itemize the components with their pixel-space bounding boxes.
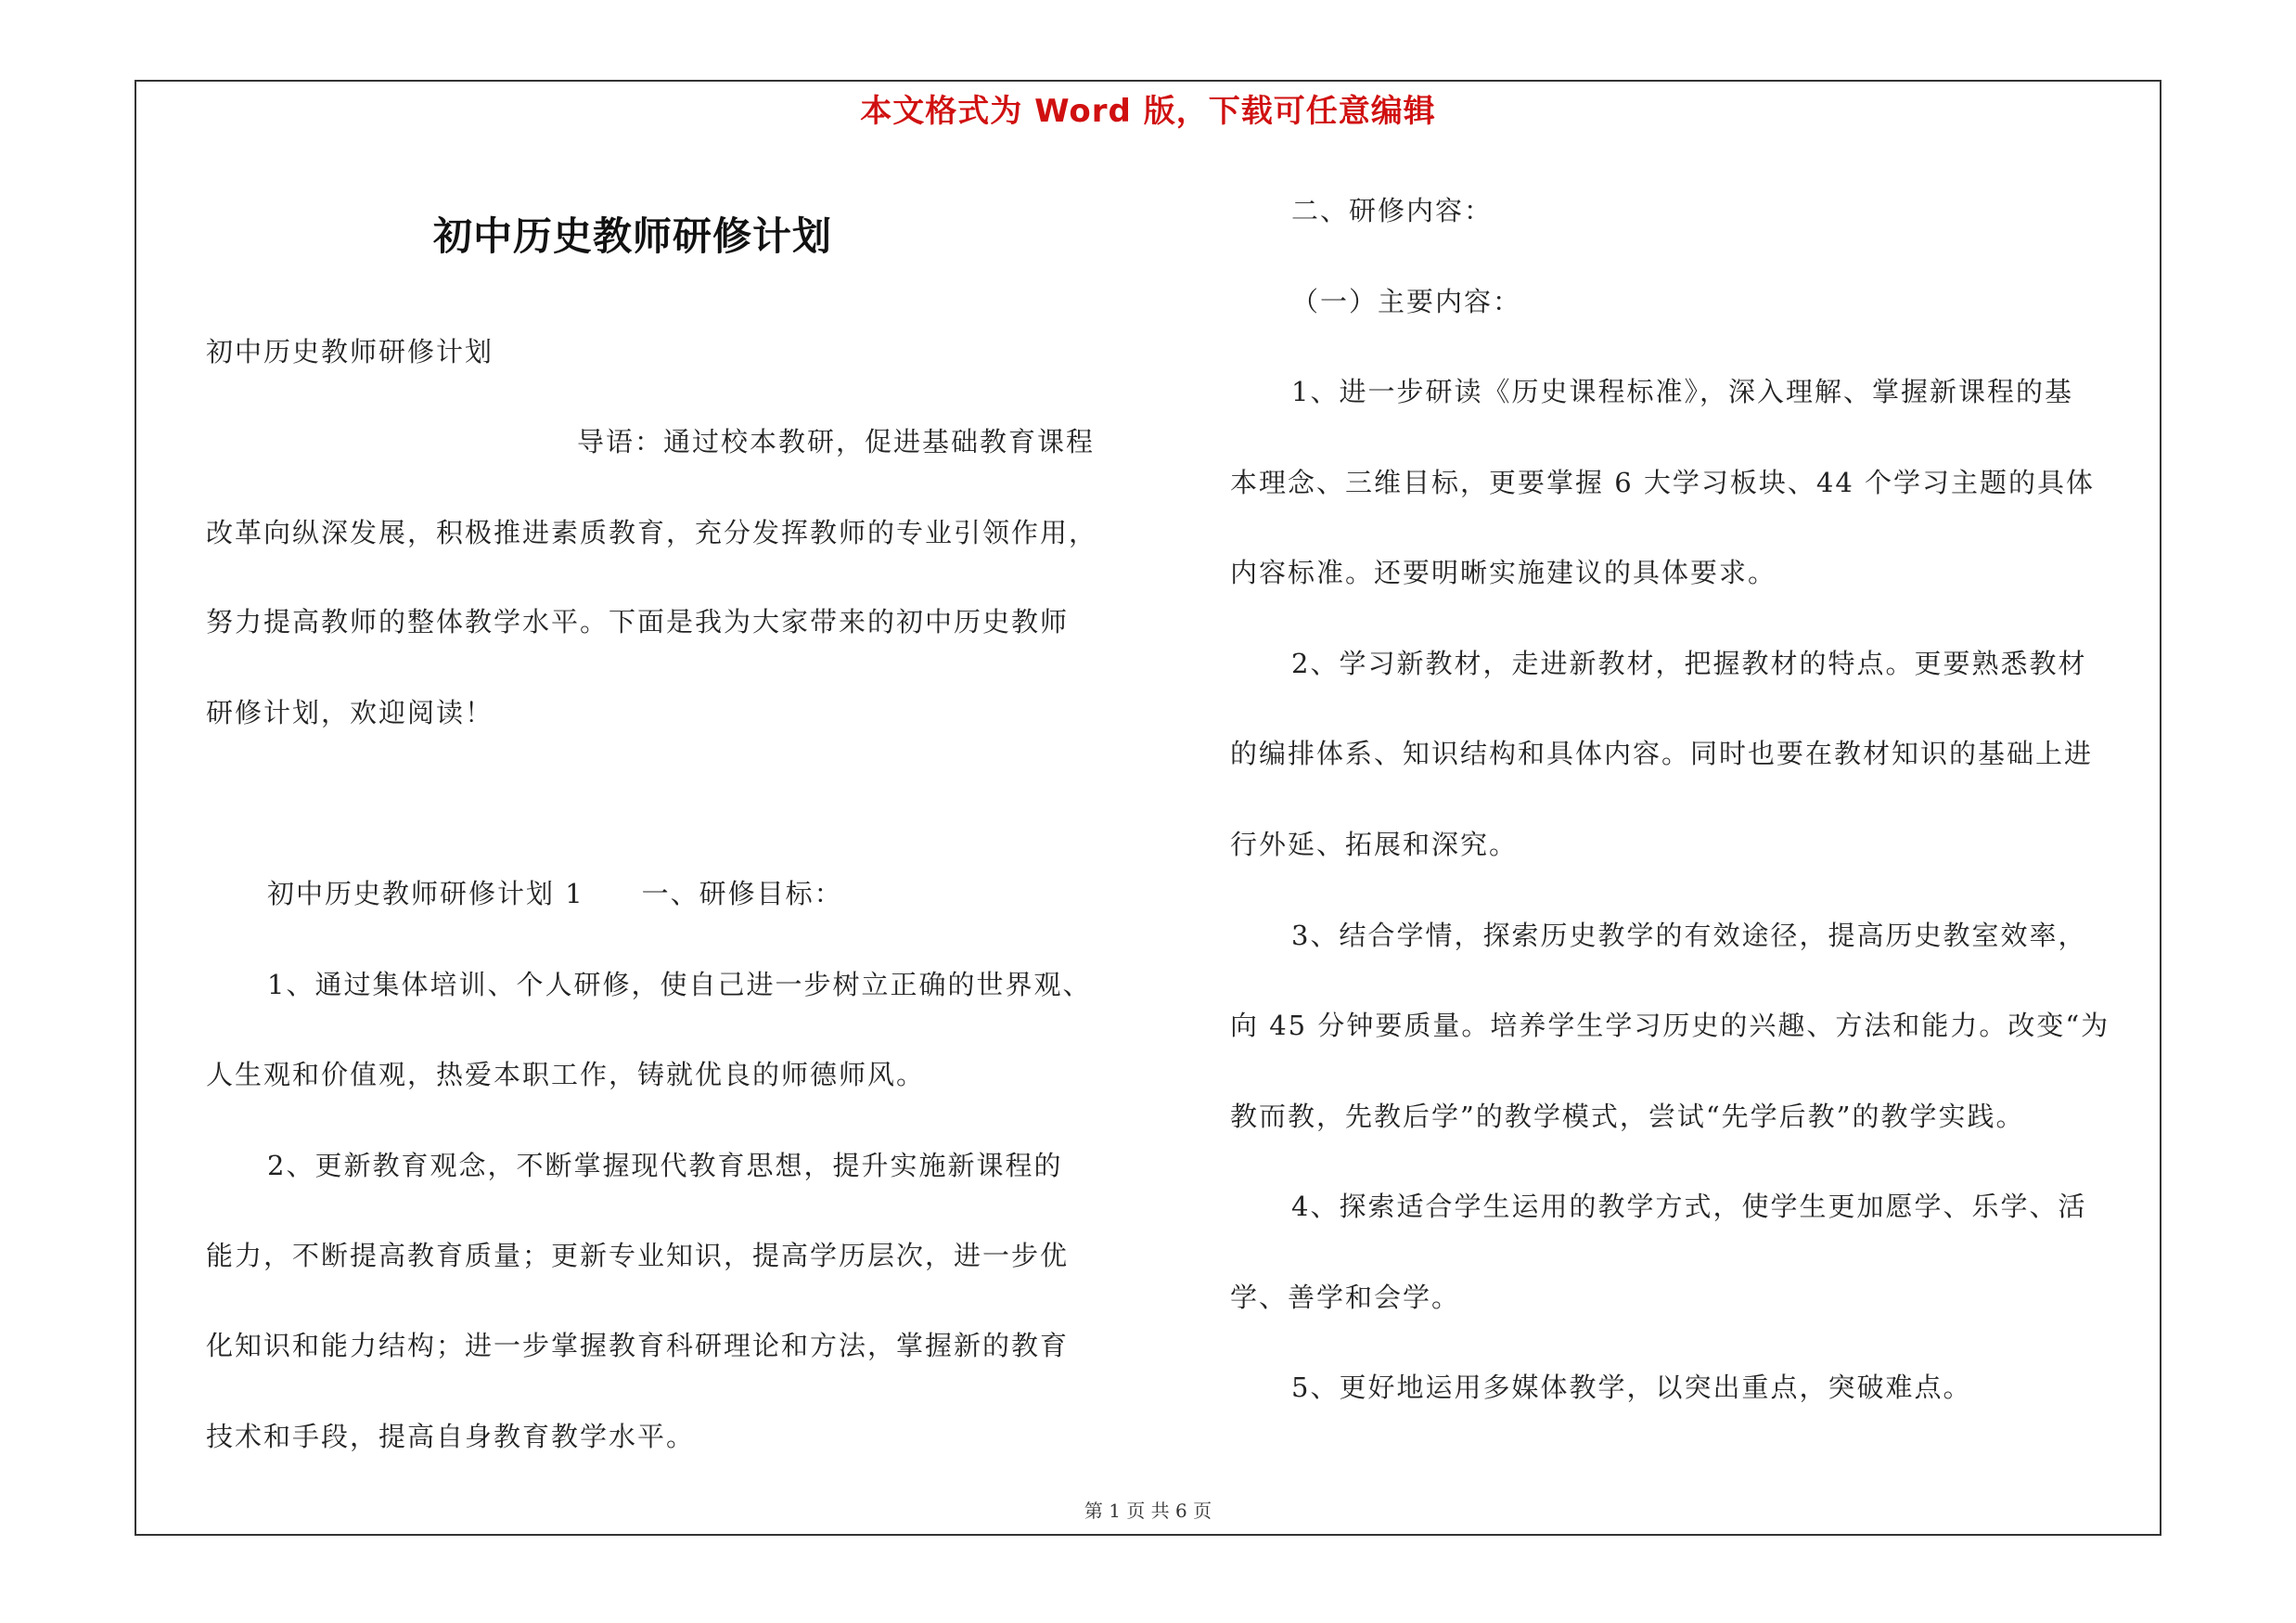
right-line: 5、更好地运用多媒体教学，以突出重点，突破难点。 [1291, 1372, 1972, 1403]
page-frame [135, 80, 2161, 1536]
document-title: 初中历史教师研修计划 [432, 213, 832, 259]
right-line: 的编排体系、知识结构和具体内容。同时也要在教材知识的基础上进 [1230, 738, 2094, 769]
right-line: 内容标准。还要明晰实施建议的具体要求。 [1230, 557, 1777, 588]
right-line: 教而教，先教后学”的教学模式，尝试“先学后教”的教学实践。 [1230, 1101, 2025, 1132]
left-line: 改革向纵深发展，积极推进素质教育，充分发挥教师的专业引领作用， [206, 517, 1098, 548]
left-line: 化知识和能力结构；进一步掌握教育科研理论和方法，掌握新的教育 [206, 1330, 1070, 1361]
right-line-subheading: （一）主要内容： [1291, 286, 1522, 317]
left-line: 人生观和价值观，热爱本职工作，铸就优良的师德师风。 [206, 1059, 926, 1090]
right-line: 1、进一步研读《历史课程标准》，深入理解、掌握新课程的基 [1291, 376, 2073, 407]
left-line: 研修计划，欢迎阅读！ [206, 697, 494, 728]
left-line: 2、更新教育观念，不断掌握现代教育思想，提升实施新课程的 [267, 1150, 1063, 1181]
format-banner: 本文格式为 Word 版，下载可任意编辑 [860, 93, 1436, 130]
right-line: 4、探索适合学生运用的教学方式，使学生更加愿学、乐学、活 [1291, 1191, 2087, 1222]
right-line: 向 45 分钟要质量。培养学生学习历史的兴趣、方法和能力。改变“为 [1230, 1010, 2110, 1041]
left-line: 1、通过集体培训、个人研修，使自己进一步树立正确的世界观、 [267, 969, 1092, 1000]
left-line: 技术和手段，提高自身教育教学水平。 [206, 1421, 696, 1452]
page-number-footer: 第 1 页 共 6 页 [1084, 1500, 1212, 1522]
right-line: 学、善学和会学。 [1230, 1282, 1461, 1313]
right-line: 3、结合学情，探索历史教学的有效途径，提高历史教室效率， [1291, 920, 2087, 951]
left-line-section-heading: 初中历史教师研修计划 1 一、研修目标： [267, 878, 843, 909]
left-line-subtitle: 初中历史教师研修计划 [206, 336, 494, 367]
right-line: 行外延、拓展和深究。 [1230, 829, 1519, 860]
right-line: 2、学习新教材，走进新教材，把握教材的特点。更要熟悉教材 [1291, 648, 2087, 679]
left-line: 努力提高教师的整体教学水平。下面是我为大家带来的初中历史教师 [206, 606, 1070, 638]
left-line-intro: 导语：通过校本教研，促进基础教育课程 [577, 426, 1096, 457]
right-line: 本理念、三维目标，更要掌握 6 大学习板块、44 个学习主题的具体 [1230, 467, 2096, 498]
left-line: 能力，不断提高教育质量；更新专业知识，提高学历层次，进一步优 [206, 1240, 1070, 1271]
right-line-heading: 二、研修内容： [1291, 195, 1494, 226]
